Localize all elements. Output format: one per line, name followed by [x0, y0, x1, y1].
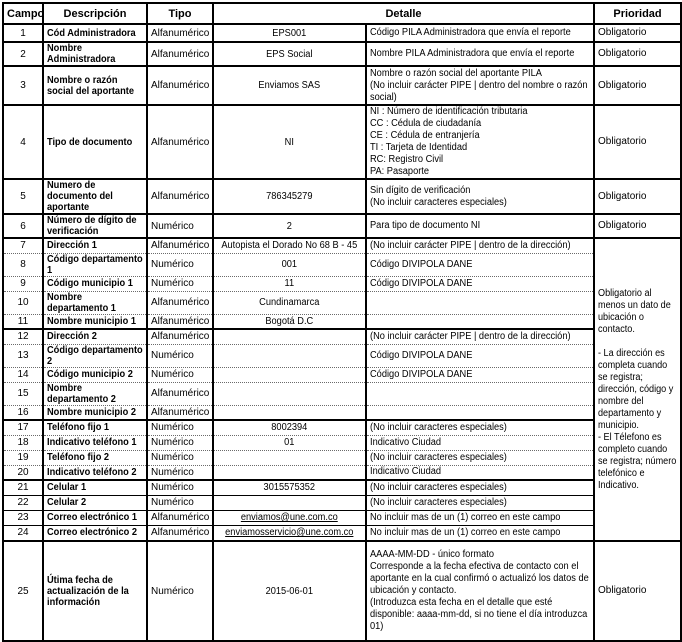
campo-cell: 3	[3, 66, 43, 105]
detalle-cell	[366, 495, 594, 510]
tipo-cell: Numérico	[147, 253, 213, 276]
ejemplo-cell: EPS Social	[213, 42, 366, 66]
table-row	[3, 541, 681, 641]
ejemplo-cell: 2	[213, 214, 366, 238]
header-detalle: Detalle	[213, 3, 594, 24]
detalle-line: PA: Pasaporte	[370, 166, 430, 177]
ejemplo-cell: 786345279	[213, 179, 366, 214]
ejemplo-cell	[213, 329, 366, 344]
campo-cell: 25	[3, 541, 43, 641]
detalle-cell	[366, 344, 594, 367]
campo-cell: 11	[3, 314, 43, 329]
ejemplo-cell: EPS001	[213, 24, 366, 42]
descripcion-cell: Nombre departamento 2	[43, 382, 147, 405]
detalle-line: CC : Cédula de ciudadanía	[370, 118, 482, 129]
detalle-line: Corresponde a la fecha efectiva de contacto con el aportante en la cual confirmó o actualizó los datos de ubicación y contacto.	[370, 561, 589, 596]
detalle-line: TI : Tarjeta de Identidad	[370, 142, 468, 153]
ejemplo-cell	[213, 465, 366, 480]
detalle-line: (No incluir caracteres especiales)	[370, 481, 507, 493]
campo-cell: 16	[3, 405, 43, 420]
email-link[interactable]: enviamosservicio@une.com.co	[225, 527, 354, 539]
detalle-cell	[366, 253, 594, 276]
table-row	[3, 405, 681, 420]
campo-cell: 13	[3, 344, 43, 367]
detalle-line: Indicativo Ciudad	[370, 466, 442, 478]
detalle-cell	[366, 450, 594, 465]
prioridad-cell: Obligatorio	[594, 541, 681, 641]
campo-cell: 1	[3, 24, 43, 42]
ejemplo-cell: 8002394	[213, 420, 366, 435]
tipo-cell: Alfanumérico	[147, 314, 213, 329]
detalle-line: RC: Registro Civil	[370, 154, 444, 165]
campo-cell: 23	[3, 510, 43, 525]
detalle-cell	[366, 435, 594, 450]
prioridad-cell: Obligatorio	[594, 66, 681, 105]
table-row	[3, 525, 681, 541]
ejemplo-cell	[213, 367, 366, 382]
table-row	[3, 420, 681, 435]
table-row	[3, 510, 681, 525]
campo-cell: 22	[3, 495, 43, 510]
tipo-cell: Alfanumérico	[147, 179, 213, 214]
prioridad-cell: Obligatorio	[594, 24, 681, 42]
tipo-cell: Alfanumérico	[147, 24, 213, 42]
ejemplo-cell: Enviamos SAS	[213, 66, 366, 105]
tipo-cell: Numérico	[147, 480, 213, 495]
tipo-cell: Numérico	[147, 495, 213, 510]
table-row	[3, 105, 681, 179]
ejemplo-cell: 001	[213, 253, 366, 276]
campo-cell: 24	[3, 525, 43, 541]
ejemplo-cell	[213, 450, 366, 465]
table-row	[3, 495, 681, 510]
ejemplo-cell: Bogotá D.C	[213, 314, 366, 329]
detalle-line: (No incluir caracteres especiales)	[370, 421, 507, 433]
tipo-cell: Numérico	[147, 541, 213, 641]
descripcion-cell: Celular 1	[43, 480, 147, 495]
prioridad-paragraph: - El Télefono es completo cuando se registra; número telefónico e Indicativo.	[598, 431, 677, 491]
campo-cell: 18	[3, 435, 43, 450]
table-row	[3, 480, 681, 495]
detalle-line: (No incluir carácter PIPE | dentro del nombre o razón social)	[370, 79, 588, 103]
detalle-cell	[366, 405, 594, 420]
descripcion-cell: Nombre Administradora	[43, 42, 147, 66]
campo-cell: 14	[3, 367, 43, 382]
campo-cell: 2	[3, 42, 43, 66]
prioridad-paragraph: Obligatorio al menos un dato de ubicación o contacto.	[598, 287, 671, 335]
detalle-line: (Introduzca esta fecha en el detalle que esté disponible: aaaa-mm-dd, si no tiene el día introduzca 01)	[370, 597, 588, 632]
detalle-cell	[366, 420, 594, 435]
detalle-line: Código DIVIPOLA DANE	[370, 277, 473, 289]
descripcion-cell: Dirección 1	[43, 238, 147, 253]
detalle-cell	[366, 291, 594, 314]
detalle-line: Código DIVIPOLA DANE	[370, 368, 473, 380]
tipo-cell: Alfanumérico	[147, 66, 213, 105]
detalle-line: (No incluir caracteres especiales)	[370, 196, 507, 208]
tipo-cell: Alfanumérico	[147, 105, 213, 179]
spec-table	[2, 2, 682, 642]
tipo-cell: Numérico	[147, 276, 213, 291]
tipo-cell: Alfanumérico	[147, 42, 213, 66]
prioridad-cell: Obligatorio	[594, 42, 681, 66]
prioridad-merged-cell	[594, 238, 681, 541]
detalle-cell	[366, 465, 594, 480]
email-link[interactable]: enviamos@une.com.co	[241, 512, 338, 523]
campo-cell: 8	[3, 253, 43, 276]
prioridad-cell: Obligatorio	[594, 214, 681, 238]
table-row	[3, 179, 681, 214]
ejemplo-cell: 11	[213, 276, 366, 291]
descripcion-cell: Numero de documento del aportante	[43, 179, 147, 214]
page	[0, 2, 682, 632]
detalle-line: Para tipo de documento NI	[370, 220, 481, 231]
descripcion-cell: Indicativo teléfono 2	[43, 465, 147, 480]
descripcion-cell: Número de dígito de verificación	[43, 214, 147, 238]
detalle-cell	[366, 179, 594, 214]
table-row	[3, 314, 681, 329]
tipo-cell: Numérico	[147, 344, 213, 367]
table-row	[3, 276, 681, 291]
detalle-cell	[366, 314, 594, 329]
prioridad-cell: Obligatorio	[594, 105, 681, 179]
campo-cell: 7	[3, 238, 43, 253]
tipo-cell: Alfanumérico	[147, 525, 213, 541]
ejemplo-cell	[213, 405, 366, 420]
detalle-cell	[366, 367, 594, 382]
descripcion-cell: Nombre municipio 1	[43, 314, 147, 329]
detalle-line: (No incluir caracteres especiales)	[370, 496, 507, 508]
ejemplo-cell: 01	[213, 435, 366, 450]
detalle-line: Código PILA Administradora que envía el reporte	[370, 27, 571, 38]
tipo-cell: Numérico	[147, 465, 213, 480]
descripcion-cell: Código municipio 1	[43, 276, 147, 291]
detalle-line: CE : Cédula de entranjería	[370, 130, 480, 141]
detalle-cell	[366, 510, 594, 525]
detalle-line: AAAA-MM-DD - único formato	[370, 549, 495, 560]
descripcion-cell: Código departamento 1	[43, 253, 147, 276]
detalle-cell	[366, 276, 594, 291]
descripcion-cell: Cód Administradora	[43, 24, 147, 42]
detalle-line: Código DIVIPOLA DANE	[370, 349, 473, 361]
table-row	[3, 291, 681, 314]
detalle-line: Sin dígito de verificación	[370, 184, 471, 196]
table-row	[3, 238, 681, 253]
detalle-line: Código DIVIPOLA DANE	[370, 258, 473, 270]
descripcion-cell: Teléfono fijo 2	[43, 450, 147, 465]
campo-cell: 21	[3, 480, 43, 495]
descripcion-cell: Código municipio 2	[43, 367, 147, 382]
tipo-cell: Alfanumérico	[147, 405, 213, 420]
table-row	[3, 435, 681, 450]
detalle-cell	[366, 238, 594, 253]
detalle-line: NI : Número de identificación tributaria	[370, 106, 528, 117]
header-tipo: Tipo	[147, 3, 213, 24]
detalle-cell	[366, 541, 594, 641]
detalle-line: Nombre PILA Administradora que envía el reporte	[370, 48, 575, 59]
ejemplo-cell	[213, 510, 366, 525]
descripcion-cell: Nombre departamento 1	[43, 291, 147, 314]
header-campo: Campo	[3, 3, 43, 24]
descripcion-cell: Correo electrónico 2	[43, 525, 147, 541]
ejemplo-cell	[213, 495, 366, 510]
detalle-line: Indicativo Ciudad	[370, 436, 442, 448]
detalle-line: No incluir mas de un (1) correo en este campo	[370, 511, 561, 523]
header-descripcion: Descripción	[43, 3, 147, 24]
detalle-cell	[366, 66, 594, 105]
table-row	[3, 329, 681, 344]
tipo-cell: Numérico	[147, 367, 213, 382]
descripcion-cell: Celular 2	[43, 495, 147, 510]
descripcion-cell: Correo electrónico 1	[43, 510, 147, 525]
ejemplo-cell: Cundinamarca	[213, 291, 366, 314]
detalle-cell	[366, 42, 594, 66]
descripcion-cell: Teléfono fijo 1	[43, 420, 147, 435]
table-body	[3, 24, 681, 641]
tipo-cell: Numérico	[147, 435, 213, 450]
detalle-line: (No incluir caracteres especiales)	[370, 451, 507, 463]
ejemplo-cell: 3015575352	[213, 480, 366, 495]
detalle-cell	[366, 329, 594, 344]
table-row	[3, 24, 681, 42]
tipo-cell: Alfanumérico	[147, 329, 213, 344]
prioridad-cell: Obligatorio	[594, 179, 681, 214]
descripcion-cell: Indicativo teléfono 1	[43, 435, 147, 450]
detalle-line: Nombre o razón social del aportante PILA	[370, 67, 542, 79]
descripcion-cell: Tipo de documento	[43, 105, 147, 179]
tipo-cell: Numérico	[147, 420, 213, 435]
table-row	[3, 382, 681, 405]
header-row	[3, 3, 681, 24]
table-row	[3, 450, 681, 465]
descripcion-cell: Nombre o razón social del aportante	[43, 66, 147, 105]
tipo-cell: Alfanumérico	[147, 510, 213, 525]
tipo-cell: Alfanumérico	[147, 291, 213, 314]
header-prioridad: Prioridad	[594, 3, 681, 24]
campo-cell: 20	[3, 465, 43, 480]
table-row	[3, 42, 681, 66]
table-row	[3, 253, 681, 276]
ejemplo-cell: 2015-06-01	[213, 541, 366, 641]
descripcion-cell: Útima fecha de actualización de la información	[43, 541, 147, 641]
descripcion-cell: Nombre municipio 2	[43, 405, 147, 420]
detalle-cell	[366, 382, 594, 405]
tipo-cell: Numérico	[147, 214, 213, 238]
detalle-line: (No incluir carácter PIPE | dentro de la dirección)	[370, 239, 571, 251]
table-row	[3, 367, 681, 382]
campo-cell: 10	[3, 291, 43, 314]
ejemplo-cell: Autopista el Dorado No 68 B - 45	[213, 238, 366, 253]
detalle-cell	[366, 24, 594, 42]
prioridad-paragraph	[598, 336, 677, 348]
table-row	[3, 344, 681, 367]
campo-cell: 19	[3, 450, 43, 465]
campo-cell: 5	[3, 179, 43, 214]
descripcion-cell: Código departamento 2	[43, 344, 147, 367]
detalle-line: (No incluir carácter PIPE | dentro de la dirección)	[370, 330, 571, 342]
campo-cell: 9	[3, 276, 43, 291]
ejemplo-cell	[213, 344, 366, 367]
tipo-cell: Alfanumérico	[147, 238, 213, 253]
table-row	[3, 66, 681, 105]
tipo-cell: Numérico	[147, 450, 213, 465]
detalle-cell	[366, 214, 594, 238]
campo-cell: 17	[3, 420, 43, 435]
campo-cell: 6	[3, 214, 43, 238]
campo-cell: 4	[3, 105, 43, 179]
table-row	[3, 214, 681, 238]
prioridad-paragraph: - La dirección es completa cuando se registra; dirección, código y nombre del departamento y municipio.	[598, 347, 674, 431]
detalle-cell	[366, 105, 594, 179]
descripcion-cell: Dirección 2	[43, 329, 147, 344]
ejemplo-cell	[213, 382, 366, 405]
detalle-cell	[366, 480, 594, 495]
ejemplo-cell: NI	[213, 105, 366, 179]
detalle-line: No incluir mas de un (1) correo en este campo	[370, 526, 561, 538]
ejemplo-cell	[213, 525, 366, 541]
campo-cell: 15	[3, 382, 43, 405]
campo-cell: 12	[3, 329, 43, 344]
table-row	[3, 465, 681, 480]
detalle-cell	[366, 525, 594, 541]
tipo-cell: Alfanumérico	[147, 382, 213, 405]
